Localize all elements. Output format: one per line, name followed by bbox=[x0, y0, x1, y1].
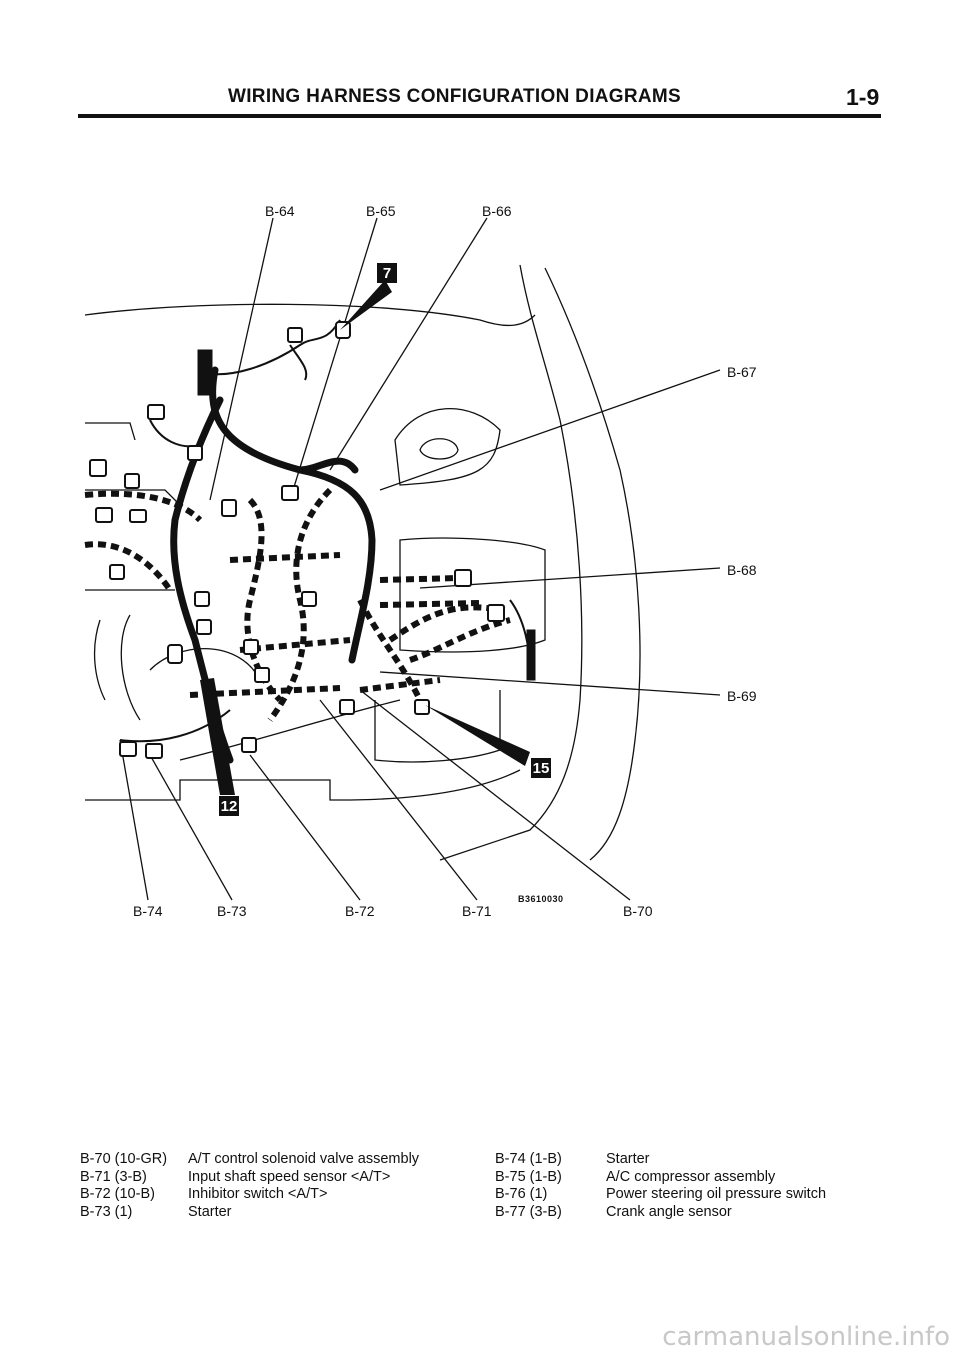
legend-code: B-77 (3-B) bbox=[495, 1203, 562, 1220]
connector-icon bbox=[282, 486, 298, 500]
connector-icon bbox=[146, 744, 162, 758]
clip-icon bbox=[198, 350, 212, 395]
harness-taped bbox=[410, 620, 510, 660]
leader-line bbox=[360, 690, 630, 900]
body-outline bbox=[85, 770, 520, 800]
connector-icon bbox=[242, 738, 256, 752]
page-title: WIRING HARNESS CONFIGURATION DIAGRAMS bbox=[228, 86, 682, 107]
connector-icon bbox=[90, 460, 106, 476]
label-b68: B-68 bbox=[727, 562, 757, 578]
connector-icon bbox=[168, 645, 182, 663]
legend-code: B-76 (1) bbox=[495, 1186, 548, 1202]
connector-icon bbox=[302, 592, 316, 606]
connector-icon bbox=[148, 405, 164, 419]
connector-icon bbox=[415, 700, 429, 714]
legend-code: B-71 (3-B) bbox=[80, 1168, 147, 1185]
connector-icon bbox=[255, 668, 269, 682]
connector-icon bbox=[340, 700, 354, 714]
legend-desc: A/T control solenoid valve assembly bbox=[188, 1151, 420, 1167]
label-b65: B-65 bbox=[366, 203, 396, 219]
callout-badge-7: 7 bbox=[377, 263, 397, 283]
clip-icon bbox=[527, 630, 535, 680]
connector-icon bbox=[455, 570, 471, 586]
connector-icon bbox=[96, 508, 112, 522]
label-b66: B-66 bbox=[482, 203, 512, 219]
legend-desc: Starter bbox=[188, 1203, 232, 1220]
pointer-wedge bbox=[425, 705, 530, 766]
harness-taped bbox=[270, 490, 330, 720]
label-b74: B-74 bbox=[133, 903, 163, 919]
harness-main bbox=[300, 461, 355, 470]
label-b73: B-73 bbox=[217, 903, 247, 919]
harness-taped bbox=[390, 607, 500, 640]
connector-icon bbox=[110, 565, 124, 579]
legend-code: B-70 (10-GR) bbox=[80, 1151, 168, 1167]
body-outline bbox=[375, 690, 500, 762]
leader-line bbox=[120, 740, 148, 900]
legend-desc: Crank angle sensor bbox=[606, 1203, 732, 1220]
connector-icon bbox=[244, 640, 258, 654]
harness-taped bbox=[230, 555, 340, 560]
figure-code: B3610030 bbox=[518, 894, 564, 904]
body-outline bbox=[85, 423, 135, 440]
leader-line bbox=[290, 218, 377, 500]
wire bbox=[150, 420, 200, 446]
connector-icon bbox=[336, 322, 350, 338]
legend-desc: A/C compressor assembly bbox=[606, 1168, 776, 1185]
connector-icon bbox=[195, 592, 209, 606]
watermark: carmanualsonline.info bbox=[662, 1322, 950, 1352]
connector-icon bbox=[488, 605, 504, 621]
legend-desc: Inhibitor switch <A/T> bbox=[188, 1186, 328, 1202]
callout-badge-15: 15 bbox=[532, 759, 550, 777]
legend-right-codes bbox=[495, 1151, 562, 1221]
connector-icon bbox=[188, 446, 202, 460]
harness-taped bbox=[380, 578, 460, 580]
harness-taped bbox=[380, 603, 480, 605]
page-number: 1-9 bbox=[846, 84, 880, 110]
pointer-wedge bbox=[340, 280, 392, 330]
legend-desc: Input shaft speed sensor <A/T> bbox=[188, 1168, 391, 1185]
legend-left-descs bbox=[188, 1151, 419, 1221]
connector-icon bbox=[125, 474, 139, 488]
label-b70: B-70 bbox=[623, 903, 653, 919]
legend-left-codes bbox=[80, 1151, 167, 1221]
legend-right-descs bbox=[606, 1151, 826, 1221]
legend-code: B-75 (1-B) bbox=[495, 1168, 562, 1185]
connector-icon bbox=[288, 328, 302, 342]
leader-line bbox=[380, 370, 720, 490]
body-outline bbox=[395, 409, 500, 485]
legend-desc: Power steering oil pressure switch bbox=[606, 1186, 827, 1202]
body-outline bbox=[121, 615, 140, 720]
body-outline bbox=[545, 268, 640, 860]
body-outline bbox=[440, 265, 582, 860]
connector-icon bbox=[130, 510, 146, 522]
harness-taped bbox=[85, 544, 170, 590]
legend-code: B-72 (10-B) bbox=[80, 1186, 155, 1202]
body-outline bbox=[95, 620, 105, 700]
leader-line bbox=[330, 218, 487, 470]
legend-desc: Starter bbox=[606, 1151, 650, 1167]
label-b72: B-72 bbox=[345, 903, 375, 919]
wire bbox=[290, 345, 306, 380]
connector-icon bbox=[120, 742, 136, 756]
connector-icon bbox=[222, 500, 236, 516]
body-outline bbox=[420, 439, 458, 459]
legend-code: B-74 (1-B) bbox=[495, 1151, 562, 1167]
harness-taped bbox=[360, 680, 440, 690]
label-b64: B-64 bbox=[265, 203, 295, 219]
callout-badge-12: 12 bbox=[220, 797, 238, 815]
wire bbox=[200, 320, 340, 374]
label-b71: B-71 bbox=[462, 903, 492, 919]
connector-icon bbox=[197, 620, 211, 634]
body-outline bbox=[85, 304, 535, 325]
label-b67: B-67 bbox=[727, 364, 757, 380]
label-b69: B-69 bbox=[727, 688, 757, 704]
leader-line bbox=[250, 755, 360, 900]
legend-code: B-73 (1) bbox=[80, 1203, 133, 1220]
